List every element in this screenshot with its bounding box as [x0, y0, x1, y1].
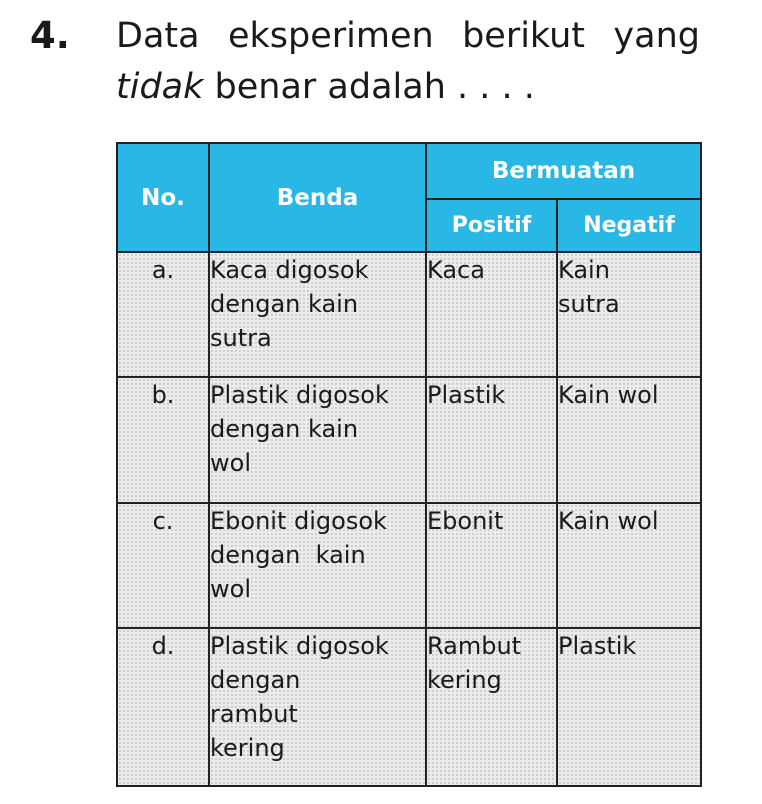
- negatif-text-line: Plastik: [558, 632, 637, 660]
- question-text-rest: benar adalah . . . .: [203, 67, 535, 107]
- benda-text-line: dengan: [210, 666, 301, 694]
- table-row: [117, 503, 701, 628]
- benda-text-line: sutra: [210, 324, 272, 352]
- negatif-text-line: sutra: [558, 290, 620, 318]
- table-row: [117, 377, 701, 503]
- experiment-table: [116, 142, 702, 787]
- cell-benda: [209, 252, 426, 377]
- benda-text-line: dengan kain: [210, 541, 366, 569]
- cell-positif: [426, 503, 557, 628]
- positif-text-line: Kaca: [427, 256, 485, 284]
- cell-positif: [426, 377, 557, 503]
- header-negatif: Negatif: [557, 199, 701, 252]
- header-benda: Benda: [209, 143, 426, 252]
- benda-text-line: Ebonit digosok: [210, 507, 387, 535]
- benda-text-line: dengan kain: [210, 290, 359, 318]
- header-bermuatan: Bermuatan: [426, 143, 701, 199]
- negatif-text-line: Kain: [558, 256, 610, 284]
- question-number: 4.: [30, 14, 70, 57]
- positif-text-line: Plastik: [427, 381, 506, 409]
- question-text-line1: Data eksperimen berikut yang: [116, 16, 700, 56]
- table-body: [117, 252, 701, 786]
- cell-no: [117, 377, 209, 503]
- positif-text-line: kering: [427, 666, 502, 694]
- cell-positif: [426, 628, 557, 786]
- cell-no: [117, 628, 209, 786]
- cell-negatif: [557, 252, 701, 377]
- benda-text-line: kering: [210, 734, 285, 762]
- negatif-text-line: Kain wol: [558, 381, 659, 409]
- cell-benda: [209, 503, 426, 628]
- negatif-text-line: Kain wol: [558, 507, 659, 535]
- cell-negatif: [557, 503, 701, 628]
- benda-text-line: dengan kain: [210, 415, 359, 443]
- cell-negatif: [557, 377, 701, 503]
- cell-no: [117, 252, 209, 377]
- header-no: No.: [117, 143, 209, 252]
- cell-negatif: [557, 628, 701, 786]
- positif-text-line: Rambut: [427, 632, 522, 660]
- no-text-line: c.: [152, 507, 174, 535]
- question-text-line2: [116, 65, 535, 109]
- benda-text-line: Plastik digosok: [210, 632, 389, 660]
- positif-text-line: Ebonit: [427, 507, 504, 535]
- benda-text-line: Plastik digosok: [210, 381, 389, 409]
- header-positif: Positif: [426, 199, 557, 252]
- question-emphasis: tidak: [116, 67, 204, 107]
- benda-text-line: wol: [210, 449, 251, 477]
- table-row: [117, 628, 701, 786]
- cell-benda: [209, 377, 426, 503]
- cell-benda: [209, 628, 426, 786]
- no-text-line: d.: [151, 632, 175, 660]
- no-text-line: a.: [151, 256, 175, 284]
- cell-positif: [426, 252, 557, 377]
- benda-text-line: rambut: [210, 700, 298, 728]
- benda-text-line: wol: [210, 575, 251, 603]
- cell-no: [117, 503, 209, 628]
- table-row: [117, 252, 701, 377]
- no-text-line: b.: [151, 381, 175, 409]
- benda-text-line: Kaca digosok: [210, 256, 369, 284]
